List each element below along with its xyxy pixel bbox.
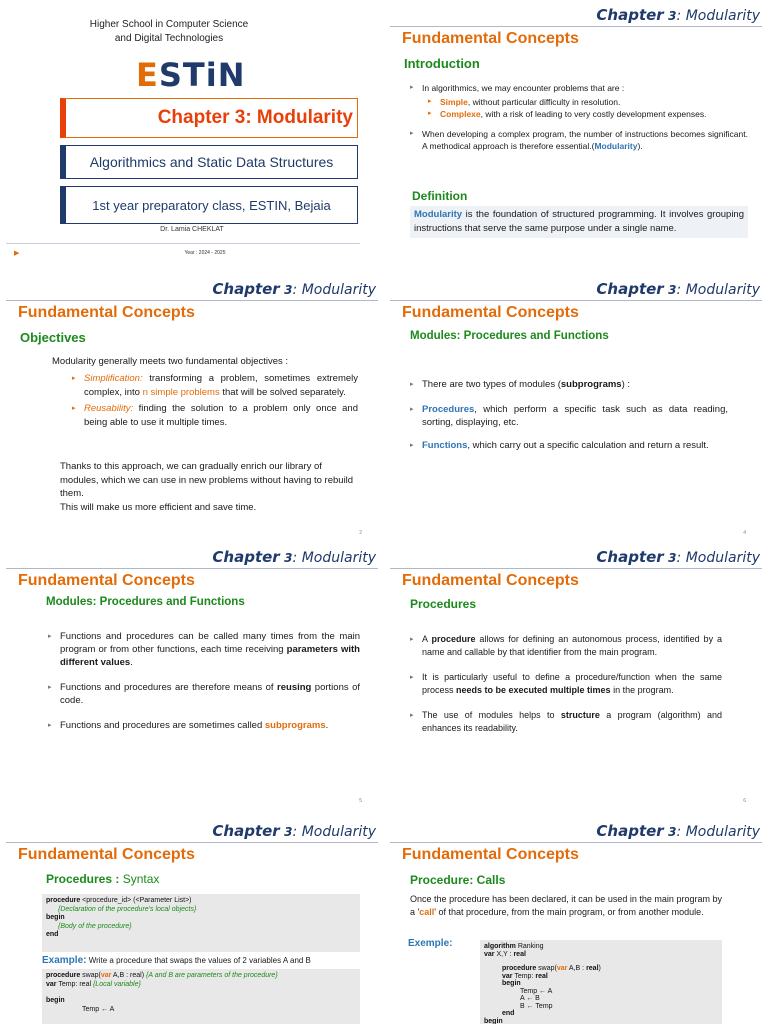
class-name: 1st year preparatory class, ESTIN, Bejaia <box>60 186 358 224</box>
example-label: Exemple: <box>408 938 453 949</box>
list-item: ▸ Simplification: transforming a problem, sometimes extremely complex, into n simple problems that will be solved separately. <box>72 372 358 399</box>
section-title: Fundamental Concepts <box>18 846 195 863</box>
estin-logo: ESTiN <box>136 56 246 94</box>
list-item: ▸ Functions and procedures are sometimes called subprograms. <box>48 719 360 732</box>
slide-introduction <box>384 0 768 268</box>
divider <box>390 568 762 569</box>
subsection-title: Modules: Procedures and Functions <box>410 330 609 342</box>
chapter-header: Chapter 3: Modularity <box>596 822 760 840</box>
section-title: Fundamental Concepts <box>402 572 579 589</box>
divider <box>6 842 378 843</box>
triangle-icon: ▶ <box>14 250 20 257</box>
section-title: Fundamental Concepts <box>18 304 195 321</box>
bullet-list <box>410 82 748 152</box>
slide-main-title: Chapter 3: Modularity <box>60 98 358 138</box>
list-item: ▸ It is particularly useful to define a procedure/function when the same process needs to be executed multiple times in the program. <box>410 671 722 697</box>
chapter-header: Chapter 3: Modularity <box>596 280 760 298</box>
list-item: ▸ Complexe, with a risk of leading to very costly development expenses. <box>428 108 748 120</box>
page-number: 6 <box>743 798 746 804</box>
definition-box: Modularity is the foundation of structured programming. It involves grouping instructions that serve the same purpose under a single name. <box>410 206 748 238</box>
chapter-header: Chapter 3: Modularity <box>596 548 760 566</box>
page-number: 4 <box>743 530 746 536</box>
slide-procedure-calls <box>384 816 768 1024</box>
chapter-header: Chapter 3: Modularity <box>212 280 376 298</box>
subsection-title: Procedures : Syntax <box>46 872 160 886</box>
school-name: Higher School in Computer Science and Digital Technologies <box>89 19 249 44</box>
slide-objectives <box>0 274 384 542</box>
section-title: Fundamental Concepts <box>402 846 579 863</box>
list-item: ▸ The use of modules helps to structure a program (algorithm) and enhances its readability. <box>410 709 722 735</box>
subsection-title: Procedures <box>410 597 477 611</box>
objectives-list <box>72 372 358 429</box>
bullet-list <box>410 378 728 452</box>
slide-title <box>0 0 384 268</box>
list-item: ▸ A procedure allows for defining an autonomous process, identified by a name and callable by that identifier from the main program. <box>410 633 722 659</box>
list-item: ▸ Procedures, which perform a specific task such as data reading, sorting, displaying, etc. <box>410 403 728 429</box>
academic-year: Year : 2024 - 2025 <box>184 250 226 256</box>
list-item: ▸ Functions, which carry out a specific calculation and return a result. <box>410 439 728 452</box>
divider <box>390 300 762 301</box>
bullet-list <box>410 633 722 735</box>
slide-modules <box>384 274 768 542</box>
list-item: ▸ Functions and procedures are therefore means of reusing portions of code. <box>48 681 360 707</box>
subsection-title: Introduction <box>404 56 480 71</box>
slide-modules-2 <box>0 542 384 810</box>
author-name: Dr. Lamia CHEKLAT <box>160 226 224 233</box>
course-name: Algorithmics and Static Data Structures <box>60 145 358 179</box>
page-number: 5 <box>359 798 362 804</box>
list-item: ▸ Functions and procedures can be called many times from the main program or from other functions, each time receiving parameters with different values. <box>48 630 360 669</box>
calls-description: Once the procedure has been declared, it can be used in the main program by a 'call' of that procedure, from the main program, or from another module. <box>410 894 722 917</box>
bullet-list <box>48 630 360 732</box>
chapter-header: Chapter 3: Modularity <box>212 548 376 566</box>
example-line: Example: Write a procedure that swaps the values of 2 variables A and B <box>42 955 311 966</box>
divider <box>6 568 378 569</box>
example-code-block: procedure swap(var A,B : real) {A and B are parameters of the procedure} var Temp: real {Local variable} begin Temp ← A <box>42 969 360 1024</box>
chapter-header: Chapter 3: Modularity <box>212 822 376 840</box>
section-title: Fundamental Concepts <box>402 304 579 321</box>
divider <box>390 26 762 27</box>
divider <box>390 842 762 843</box>
list-item: ▸ There are two types of modules (subprograms) : ▸ Procedures, which perform a specific task such as data reading, sorting, displaying, etc. ▸ Functions, which carry out a specific calculation and return a result. <box>410 378 728 452</box>
list-item: ▸ Reusability: finding the solution to a problem only once and being able to use it multiple times. <box>72 402 358 429</box>
list-item: ▸ In algorithmics, we may encounter problems that are : ▸ Simple, without particular difficulty in resolution. ▸ Complexe, with a risk of leading to very costly development expenses. <box>410 82 748 120</box>
definition-title: Definition <box>412 189 468 203</box>
intro-text: Modularity generally meets two fundamental objectives : <box>52 356 289 367</box>
subsection-title: Procedure: Calls <box>410 873 506 887</box>
page-number: 2 <box>359 530 362 536</box>
section-title: Fundamental Concepts <box>402 30 579 47</box>
chapter-header: Chapter 3: Modularity <box>596 6 760 24</box>
list-item: ▸ When developing a complex program, the number of instructions becomes significant. A methodical approach is therefore essential.(Modularity). <box>410 128 748 152</box>
section-title: Fundamental Concepts <box>18 572 195 589</box>
slide-procedures <box>384 542 768 810</box>
subsection-title: Objectives <box>20 330 86 345</box>
slide-procedure-syntax <box>0 816 384 1024</box>
divider <box>6 243 360 244</box>
call-code-block: algorithm Ranking var X,Y : real procedure swap(var A,B : real) var Temp: real begin Temp ← A A ← B B ← Temp end begin <box>480 940 722 1024</box>
list-item: ▸ Simple, without particular difficulty in resolution. <box>428 96 748 108</box>
syntax-code-block: procedure <procedure_id> (<Parameter List>) {Declaration of the procedure's local objects} begin {Body of the procedure} end <box>42 894 360 952</box>
conclusion-text: Thanks to this approach, we can gradually enrich our library of modules, which we can use in new problems without having to rebuild them. This will make us more efficient and save time. <box>60 461 354 513</box>
divider <box>6 300 378 301</box>
subsection-title: Modules: Procedures and Functions <box>46 596 245 608</box>
